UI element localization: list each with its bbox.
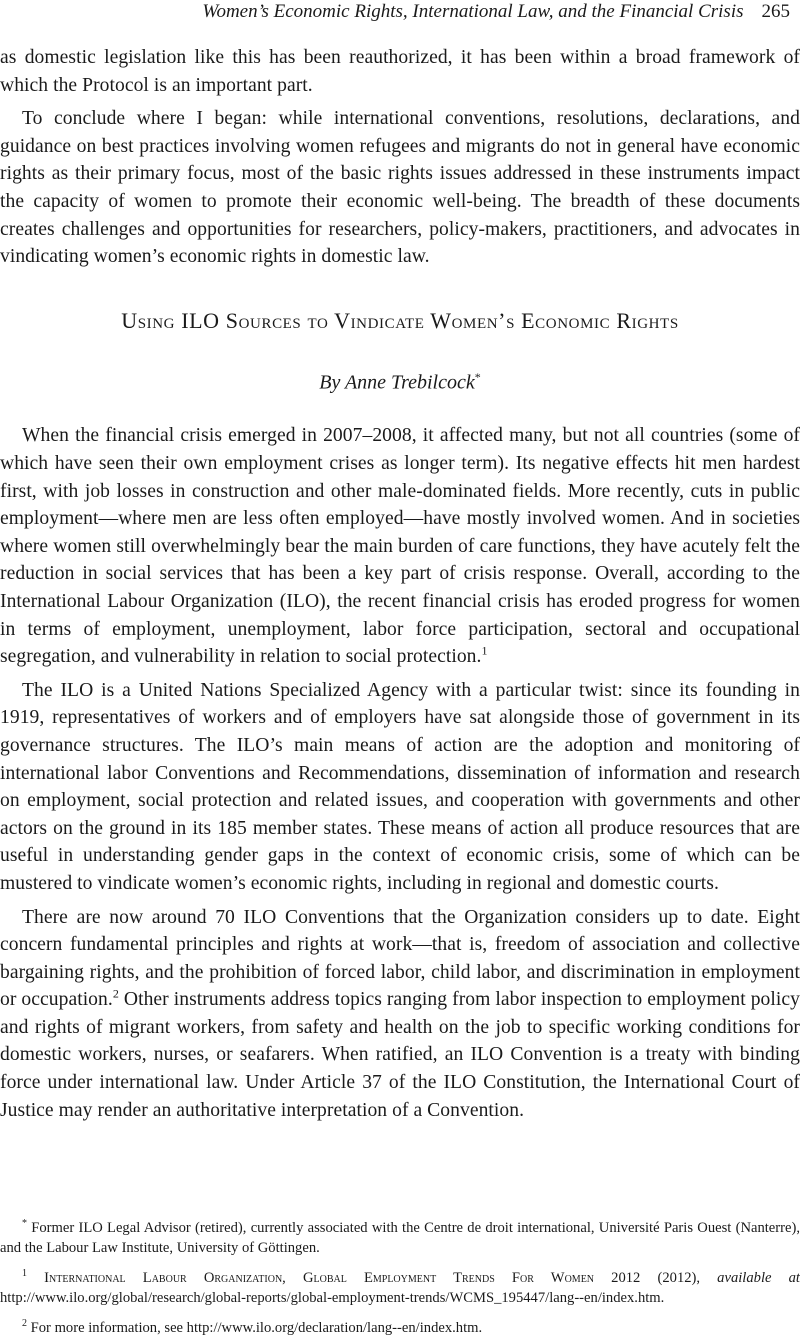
running-head-title: Women’s Economic Rights, International Law, and the Financial Crisis [202,1,744,22]
paragraph-continued: as domestic legislation like this has been reauthorized, it has been within a broad framework of which the Protocol is an important part. [0,47,800,96]
paragraph-ilo-conventions [0,904,800,1125]
article-body [0,44,800,1124]
author-name: By Anne Trebilcock [319,371,475,394]
footnote-text: Former ILO Legal Advisor (retired), currently associated with the Centre de droit international, Université Paris Ouest (Nanterre), and the Labour Law Institute, University of Göttingen. [0,1219,800,1256]
running-head [0,0,790,24]
footnotes [0,1214,800,1338]
footnote-author [0,1214,800,1258]
footnote-available: available at [700,1269,800,1286]
footnote-source: International Labour Organization, Global Employment Trends For Women 2012 (2012), [27,1269,701,1286]
footnote-mark: 1 [22,1267,27,1279]
footnote-mark: * [22,1218,27,1229]
paragraph-conclusion: To conclude where I began: while international conventions, resolutions, declarations, and guidance on best practices involving women refugees and migrants do not in general have economic rights as their primary focus, most of the basic rights issues addressed in these instruments impact the capacity of women to promote their economic well-being. The breadth of these documents creates challenges and opportunities for researchers, policy-makers, practitioners, and advocates in vindicating women’s economic rights in domestic law. [0,108,800,268]
section-title: Using ILO Sources to Vindicate Women’s Economic Rights [121,307,679,333]
footnote-mark: 2 [22,1317,27,1329]
page-number: 265 [761,1,790,22]
paragraph-text: Other instruments address topics ranging from labor inspection to employment policy and rights of migrant workers, from safety and health on the job to specific working conditions for domestic workers, nurses, or seafarers. When ratified, an ILO Convention is a treaty with binding force under international law. Under Article 37 of the ILO Constitution, the International Court of Justice may render an authoritative interpretation of a Convention. [0,989,800,1121]
footnote-url-link[interactable]: http://www.ilo.org/global/research/global-reports/global-employment-trends/WCMS_195447/lang--en/index.htm. [0,1289,665,1306]
footnote-text-link[interactable]: For more information, see http://www.ilo.org/declaration/lang--en/index.htm. [27,1319,483,1336]
paragraph-financial-crisis [0,422,800,670]
author-footnote-mark: * [474,369,481,384]
footnote-2 [0,1314,800,1338]
paragraph-text: There are now around 70 ILO Conventions that the Organization considers up to date. Eight concern fundamental principles and rights at work—that is, freedom of association and collective bargaining rights, and the prohibition of forced labor, child labor, and discrimination in employment or occupation. [0,906,800,1011]
byline [0,363,800,397]
paragraph-text: When the financial crisis emerged in 2007–2008, it affected many, but not all countries (some of which have seen their own employment crises as longer term). Its negative effects hit men hardest first, with job losses in construction and other male-dominated fields. More recently, cuts in public employment—where men are less often employed—have mostly involved women. And in societies where women still overwhelmingly bear the main burden of care functions, they have acutely felt the reduction in social services that has been a key part of crisis response. Overall, according to the International Labour Organization (ILO), the recent financial crisis has eroded progress for women in terms of employment, unemployment, labor force participation, sectoral and occupational segregation, and vulnerability in relation to social protection. [0,425,800,668]
footnote-ref-2[interactable]: 2 [112,986,119,1001]
footnote-ref-1[interactable]: 1 [481,643,488,658]
footnote-1 [0,1264,800,1308]
paragraph-ilo-agency: The ILO is a United Nations Specialized Agency with a particular twist: since its founding in 1919, representatives of workers and of employers have sat alongside those of government in its governance structures. The ILO’s main means of action are the adoption and monitoring of international labor Conventions and Recommendations, dissemination of information and research on employment, social protection and related issues, and cooperation with governments and other actors on the ground in its 185 member states. These means of action all produce resources that are useful in understanding gender gaps in the context of economic crisis, some of which can be mustered to vindicate women’s economic rights, including in regional and domestic courts. [0,679,800,894]
